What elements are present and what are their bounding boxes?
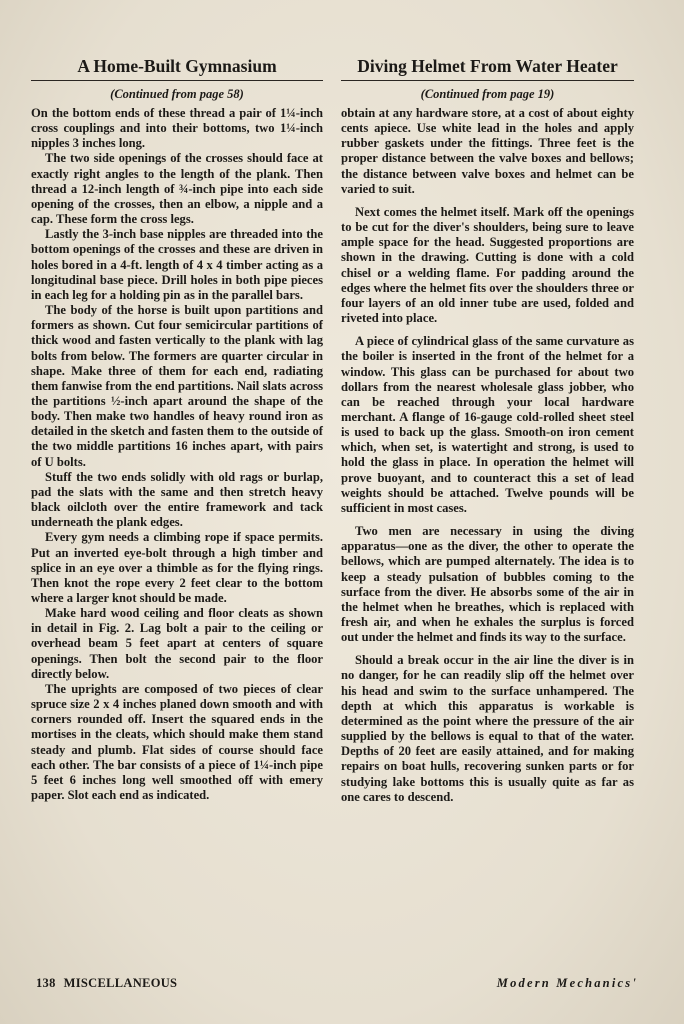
- section-name: MISCELLANEOUS: [63, 976, 178, 990]
- right-continued-note: (Continued from page 19): [420, 87, 555, 101]
- paragraph: A piece of cylindrical glass of the same curvature as the boiler is inserted in the front of the helmet for a window. This glass can be purchased for about two dollars from the nearest wholesale glass jobber, who can be reached through your local hardware merchant. A flange of 16-gauge cold-rolled sheet steel is used to back up the glass. Smooth-on iron cement which, when set, is watertight and strong, is used to hold the glass in place. In operation the helmet will prove buoyant, and to counteract this a set of lead weights should be attached. Twelve pounds will be sufficient in most cases.: [341, 334, 634, 515]
- right-article-title: Diving Helmet From Water Heater: [341, 52, 634, 81]
- right-article: [341, 52, 634, 805]
- paragraph: Every gym needs a climbing rope if space permits. Put an inverted eye-bolt through a high timber and splice in an eye over a thimble as for the flying rings. Then knot the rope every 2 feet clear to the bottom where a larger knot should be made.: [31, 530, 323, 605]
- left-article-body: [31, 106, 323, 803]
- paragraph: Lastly the 3-inch base nipples are threaded into the bottom openings of the crosses and these are driven in holes bored in a 4-ft. length of 4 x 4 timber acting as a longitudinal base piece. Drill holes in both pipe pieces in each leg for a holding pin as in the parallel bars.: [31, 227, 323, 302]
- left-continued-note: (Continued from page 58): [110, 87, 244, 101]
- paragraph: The uprights are composed of two pieces of clear spruce size 2 x 4 inches planed down smooth and with corners rounded off. Insert the squared ends in the mortises in the cleats, which should make them stand steady and plumb. Flat sides of course should face each other. The bar consists of a piece of 1¼-inch pipe 5 feet 6 inches long well smoothed off with emery paper. Slot each end as indicated.: [31, 681, 323, 803]
- paragraph: The two side openings of the crosses should face at exactly right angles to the length of the plank. Then thread a 12-inch length of ¾-inch pipe into each side opening of the crosses, then an elbow, a nipple and a cap. These form the cross legs.: [31, 151, 323, 227]
- paragraph: On the bottom ends of these thread a pair of 1¼-inch cross couplings and into their bottoms, two 1¼-inch nipples 3 inches long.: [31, 106, 323, 151]
- page-footer-left: [36, 976, 177, 991]
- paragraph: Next comes the helmet itself. Mark off the openings to be cut for the diver's shoulders, being sure to leave ample space for the head. Suggested proportions are shown in the drawing. Cutting is done with a cold chisel or a welding flame. For padding around the edges where the helmet fits over the shoulders three or four layers of an old inner tube are used, folded and riveted into place.: [341, 204, 634, 326]
- paragraph: Two men are necessary in using the diving apparatus—one as the diver, the other to operate the bellows, which are pumped alternately. The idea is to keep a steady pulsation of bubbles coming to the surface from the diver. He absorbs some of the air in the helmet when he breathes, which is replaced with fresh air, and when he exhales the surplus is forced out under the helmet and finds its way to the surface.: [341, 524, 634, 645]
- paragraph: obtain at any hardware store, at a cost of about eighty cents apiece. Use white lead in the holes and apply rubber gaskets under the fittings. Three feet is the proper distance between the valve boxes and bellows; the distance between valve boxes and helmet can be varied to suit.: [341, 106, 634, 196]
- paragraph: Stuff the two ends solidly with old rags or burlap, pad the slats with the same and then stretch heavy black oilcloth over the entire framework and tack underneath the plank edges.: [31, 469, 323, 530]
- left-article: [31, 52, 323, 803]
- page-number: 138: [36, 976, 56, 990]
- magazine-name: Modern Mechanics': [496, 976, 638, 990]
- left-article-title: A Home-Built Gymnasium: [31, 52, 323, 81]
- paragraph: Should a break occur in the air line the diver is in no danger, for he can readily slip off the helmet over his head and swim to the surface unhampered. The depth at which this apparatus is workable is determined as the point where the pressure of the air supplied by the bellows is equal to that of the water. Depths of 20 feet are easily attained, and for making repairs on boat hulls, recovering sunken parts or for studying lake bottoms this is usually quite as far as one cares to descend.: [341, 653, 634, 804]
- paragraph: The body of the horse is built upon partitions and formers as shown. Cut four semicircular partitions of thick wood and fasten vertically to the plank with lag bolts from below. The formers are quarter circular in shape. Make three of them for each end, radiating them fanwise from the end partitions. Nail slats across the partitions ½-inch apart around the shape of the body. Then make two handles of heavy round iron as detailed in the sketch and fasten them to the outside of the two middle partitions 16 inches apart, with pairs of U bolts.: [31, 303, 323, 469]
- right-article-body: [341, 106, 634, 805]
- paragraph: Make hard wood ceiling and floor cleats as shown in detail in Fig. 2. Lag bolt a pair to the ceiling or overhead beam 5 feet apart at centers of square openings. Then bolt the second pair to the floor directly below.: [31, 606, 323, 681]
